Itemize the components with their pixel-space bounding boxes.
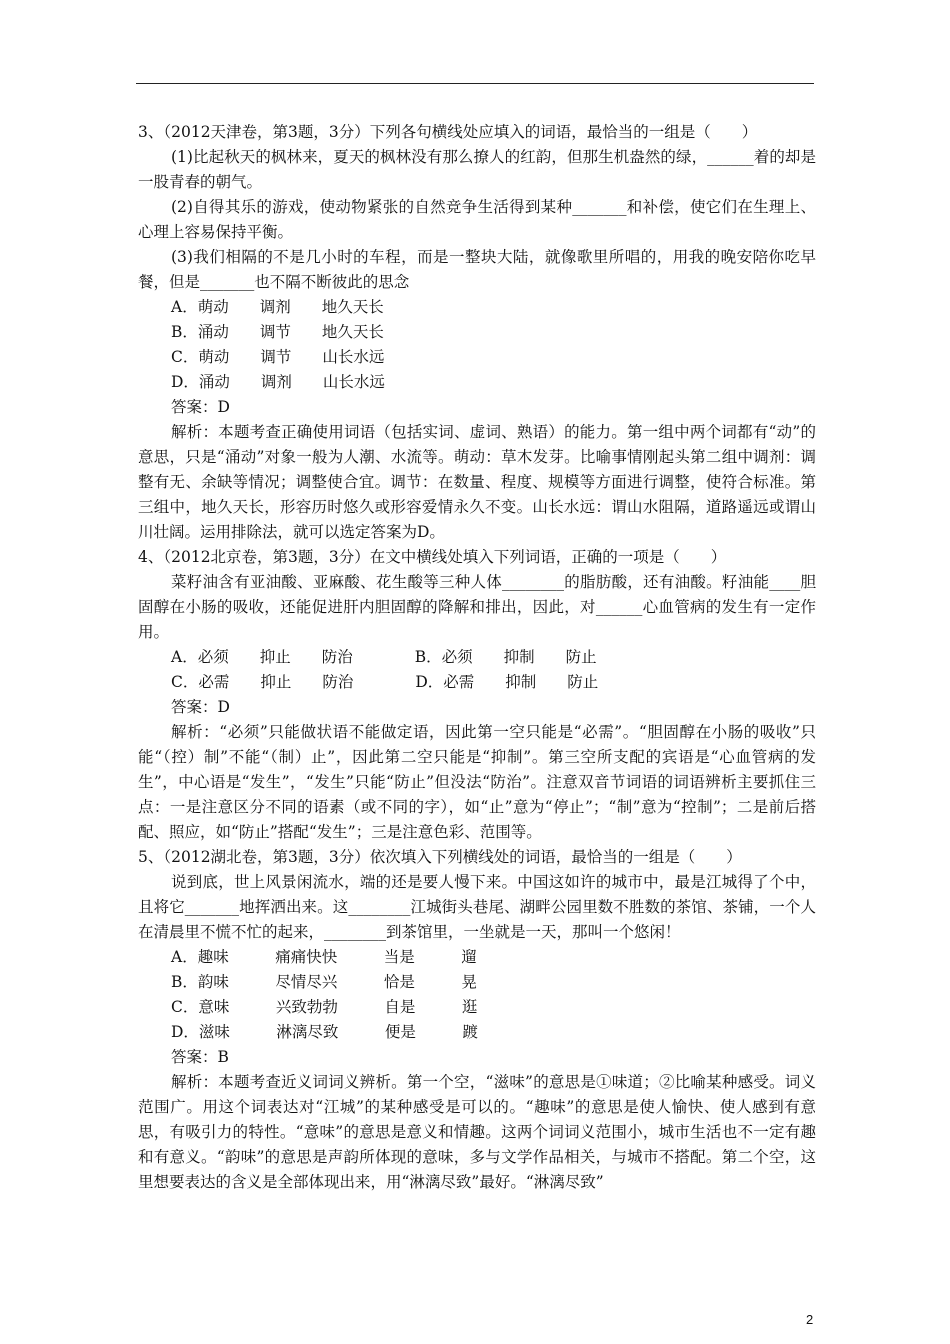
question-3-sentence-1: (1)比起秋天的枫林来，夏天的枫林没有那么撩人的红韵，但那生机盎然的绿，______着的却是一股青春的朝气。 <box>138 148 816 191</box>
question-4-heading: 4、（2012北京卷，第3题，3分）在文中横线处填入下列词语，正确的一项是（ ） <box>138 548 727 566</box>
question-3-sentence-3: (3)我们相隔的不是几小时的车程，而是一整块大陆，就像歌里所唱的，用我的晚安陪你吃早餐，但是_______也不隔不断彼此的思念 <box>138 248 816 291</box>
question-3-option-a: A．萌动 调剂 地久天长 <box>171 298 384 316</box>
question-5-option-c: C．意味 兴致勃勃 自是 逛 <box>171 998 478 1016</box>
question-5-option-a: A．趣味 痛痛快快 当是 遛 <box>171 948 477 966</box>
header-rule <box>136 83 814 84</box>
question-5-heading: 5、（2012湖北卷，第3题，3分）依次填入下列横线处的词语，最恰当的一组是（ ） <box>138 848 742 866</box>
question-4-analysis: 解析：“必须”只能做状语不能做定语，因此第一空只能是“必需”。“胆固醇在小肠的吸收”只能“（控）制”不能“（制）止”，因此第二空只能是“抑制”。第三空所支配的宾语是“心血管病的发生”，中心语是“发生”，“发生”只能“防止”但没法“防治”。注意双音节词语的词语辨析主要抓住三点：一是注意区分不同的语素（或不同的字），如“止”意为“停止”；“制”意为“控制”；二是前后搭配、照应，如“防止”搭配“发生”；三是注意色彩、范围等。 <box>138 723 816 841</box>
question-5-option-b: B．韵味 尽情尽兴 恰是 晃 <box>171 973 477 991</box>
question-5-passage: 说到底，世上风景闲流水，端的还是要人慢下来。中国这如许的城市中，最是江城得了个中，且将它_______地挥洒出来。这________江城街头巷尾、湖畔公园里数不胜数的茶馆、茶铺，一个人在清晨里不慌不忙的起来，________到茶馆里，一坐就是一天，那叫一个悠闲！ <box>138 873 816 941</box>
question-3-analysis: 解析：本题考查正确使用词语（包括实词、虚词、熟语）的能力。第一组中两个词都有“动”的意思，只是“涌动”对象一般为人潮、水流等。萌动：草木发芽。比喻事情刚起头第二组中调剂：调整有无、余缺等情况；调整使合宜。调节：在数量、程度、规模等方面进行调整，使符合标准。第三组中，地久天长，形容历时悠久或形容爱情永久不变。山长水远：谓山水阻隔，道路遥远或谓山川壮阔。运用排除法，就可以选定答案为D。 <box>138 423 816 541</box>
question-4-options-row-1: A．必须 抑止 防治 B．必须 抑制 防止 <box>171 648 597 666</box>
question-5-answer: 答案：B <box>171 1048 229 1066</box>
question-3-sentence-2: (2)自得其乐的游戏，使动物紧张的自然竞争生活得到某种_______和补偿，使它们在生理上、心理上容易保持平衡。 <box>138 198 816 241</box>
question-3-option-d: D．涌动 调剂 山长水远 <box>171 373 385 391</box>
question-5-analysis: 解析：本题考查近义词词义辨析。第一个空，“滋味”的意思是①味道；②比喻某种感受。词义范围广。用这个词表达对“江城”的某种感受是可以的。“趣味”的意思是使人愉快、使人感到有意思，有吸引力的特性。“意味”的意思是意义和情趣。这两个词词义范围小，城市生活也不一定有趣和有意义。“韵味”的意思是声韵所体现的意味，多与文学作品相关，与城市不搭配。第二个空，这里想要表达的含义是全部体现出来，用“淋漓尽致”最好。“淋漓尽致” <box>138 1073 816 1191</box>
question-3-option-c: C．萌动 调节 山长水远 <box>171 348 385 366</box>
question-3-option-b: B．涌动 调节 地久天长 <box>171 323 384 341</box>
question-3-answer: 答案：D <box>171 398 230 416</box>
question-3-heading: 3、（2012天津卷，第3题，3分）下列各句横线处应填入的词语，最恰当的一组是（ ） <box>138 123 758 141</box>
page-number: 2 <box>806 1312 814 1327</box>
question-4-options-row-2: C．必需 抑止 防治 D．必需 抑制 防止 <box>171 673 599 691</box>
question-4-answer: 答案：D <box>171 698 230 716</box>
question-5-option-d: D．滋味 淋漓尽致 便是 踱 <box>171 1023 478 1041</box>
page-content <box>138 120 816 1195</box>
question-4-passage: 菜籽油含有亚油酸、亚麻酸、花生酸等三种人体________的脂肪酸，还有油酸。籽油能____胆固醇在小肠的吸收，还能促进肝内胆固醇的降解和排出，因此，对______心血管病的发生有一定作用。 <box>138 573 816 641</box>
